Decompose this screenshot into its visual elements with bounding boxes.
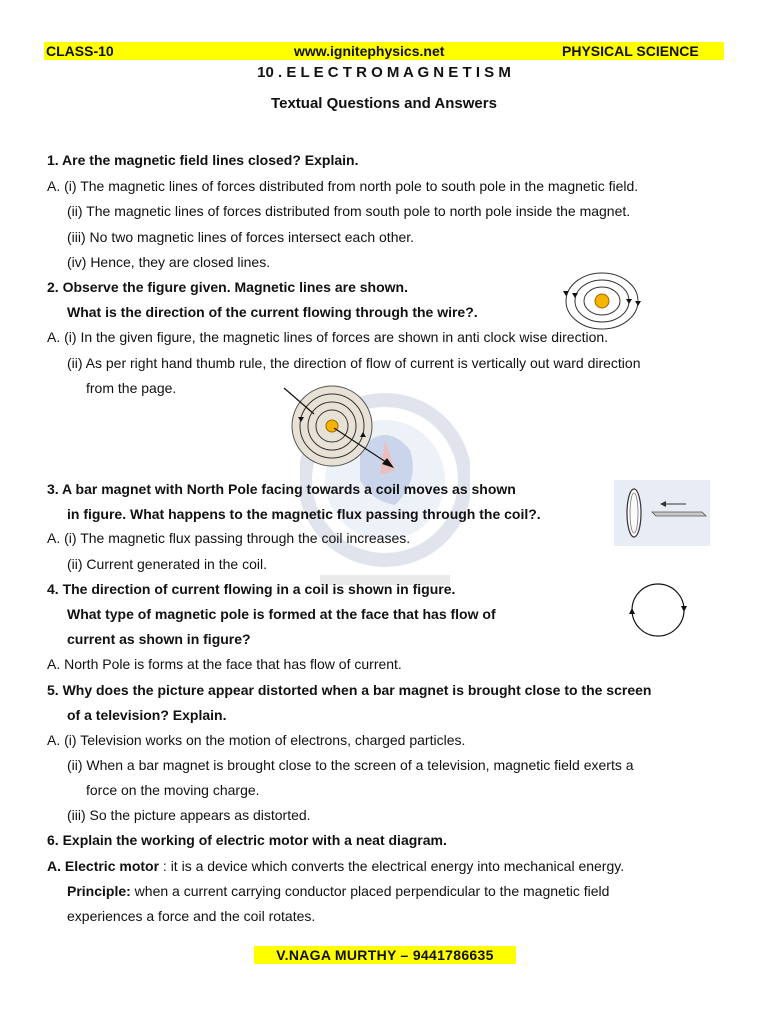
q4-question-2: What type of magnetic pole is formed at the face that has flow of — [67, 606, 496, 622]
q2-question-2: What is the direction of the current flowing through the wire?. — [67, 304, 478, 320]
q4-answer: A. North Pole is forms at the face that has flow of current. — [47, 656, 402, 672]
q6-principle-text: when a current carrying conductor placed perpendicular to the magnetic field — [130, 883, 610, 899]
q6-principle — [67, 883, 609, 899]
q3-coil-magnet-figure — [614, 480, 710, 546]
q5-answer-4: (iii) So the picture appears as distorted. — [67, 807, 311, 823]
q3-answer-2: (ii) Current generated in the coil. — [67, 556, 267, 572]
q6-question: 6. Explain the working of electric motor with a neat diagram. — [47, 832, 447, 848]
q3-question-2: in figure. What happens to the magnetic flux passing through the coil?. — [67, 506, 541, 522]
q6-answer-text: : it is a device which converts the electrical energy into mechanical energy. — [159, 858, 625, 874]
page-subtitle: Textual Questions and Answers — [271, 95, 497, 112]
q1-question: 1. Are the magnetic field lines closed? Explain. — [47, 152, 359, 168]
chapter-title: 10 . E L E C T R O M A G N E T I S M — [257, 64, 511, 81]
q1-answer-2: (ii) The magnetic lines of forces distributed from south pole to north pole inside the magnet. — [67, 203, 631, 219]
q6-answer-label: A. Electric motor — [47, 858, 160, 874]
q5-question-1: 5. Why does the picture appear distorted when a bar magnet is brought close to the screen — [47, 682, 652, 698]
q1-answer-3: (iii) No two magnetic lines of forces intersect each other. — [67, 229, 415, 245]
header-class: CLASS-10 — [46, 43, 114, 59]
q6-answer — [47, 858, 624, 874]
q3-question-1: 3. A bar magnet with North Pole facing towards a coil moves as shown — [47, 481, 516, 497]
header-subject: PHYSICAL SCIENCE — [562, 43, 699, 59]
q2-answer-1: A. (i) In the given figure, the magnetic lines of forces are shown in anti clock wise direction. — [47, 329, 609, 345]
q3-answer-1: A. (i) The magnetic flux passing through the coil increases. — [47, 530, 411, 546]
header-bar — [44, 42, 724, 60]
q5-question-2: of a television? Explain. — [67, 707, 227, 723]
q2-question-1: 2. Observe the figure given. Magnetic lines are shown. — [47, 279, 408, 295]
q6-principle-continued: experiences a force and the coil rotates. — [67, 908, 316, 924]
q4-question-1: 4. The direction of current flowing in a coil is shown in figure. — [47, 581, 456, 597]
q2-wire-figure — [270, 376, 430, 480]
q2-answer-3: from the page. — [86, 380, 177, 396]
footer-author: V.NAGA MURTHY – 9441786635 — [254, 946, 516, 964]
q5-answer-3: force on the moving charge. — [86, 782, 260, 798]
q6-principle-label: Principle: — [67, 883, 131, 899]
q1-answer-1: A. (i) The magnetic lines of forces distributed from north pole to south pole in the magnetic field. — [47, 178, 639, 194]
q5-answer-1: A. (i) Television works on the motion of electrons, charged particles. — [47, 732, 466, 748]
q2-field-lines-figure — [560, 268, 644, 334]
q1-answer-4: (iv) Hence, they are closed lines. — [67, 254, 271, 270]
q2-answer-2: (ii) As per right hand thumb rule, the direction of flow of current is vertically out ward direction — [67, 355, 641, 371]
q4-question-3: current as shown in figure? — [67, 631, 251, 647]
header-website: www.ignitephysics.net — [294, 43, 445, 59]
q5-answer-2: (ii) When a bar magnet is brought close to the screen of a television, magnetic field exerts a — [67, 757, 634, 773]
q4-coil-current-figure — [624, 578, 692, 642]
